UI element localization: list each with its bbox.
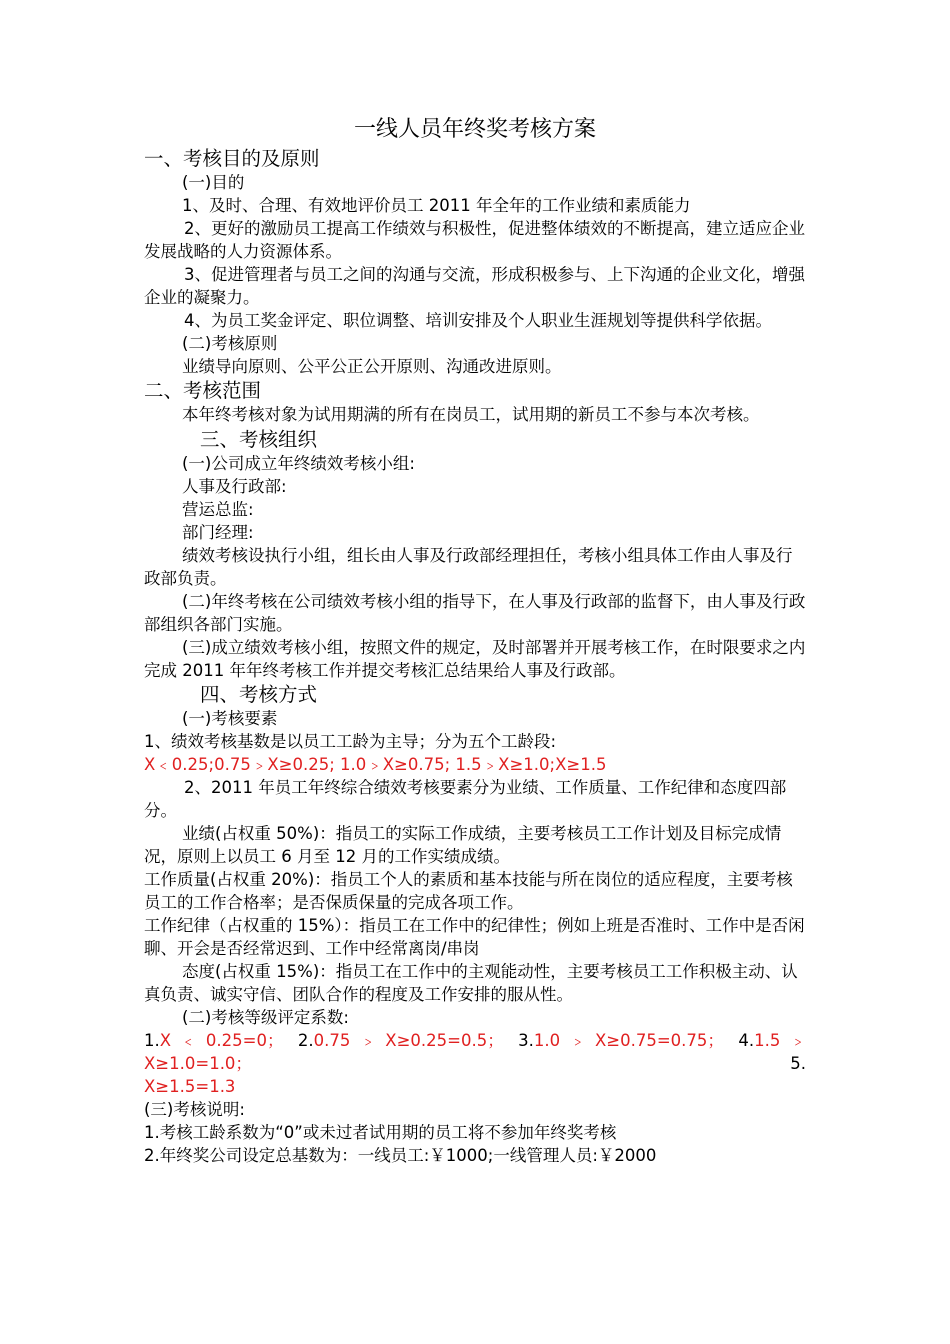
coefficient-3: 1.0﹥X≥0.75=0.75；	[533, 1031, 724, 1050]
coefficient-1-number: 1.	[144, 1031, 160, 1050]
section-4-subheading-factors: (一)考核要素	[182, 709, 278, 728]
document-body	[144, 114, 806, 1167]
team-member-dept-manager: 部门经理:	[182, 523, 254, 542]
coefficient-4-number: 4.	[738, 1031, 755, 1050]
coefficient-1: X﹤0.25=0；	[159, 1031, 284, 1050]
coefficient-2-number: 2.	[297, 1031, 314, 1050]
seniority-ranges: X﹤0.25;0.75﹥X≥0.25; 1.0﹥X≥0.75; 1.5﹥X≥1.0;X≥1.5	[144, 755, 607, 774]
purpose-item-3: 3、促进管理者与员工之间的沟通与交流，形成积极参与、上下沟通的企业文化，增强企业的凝聚力。	[144, 265, 805, 307]
note-1: 1.考核工龄系数为“0”或未过者试用期的员工将不参加年终奖考核	[144, 1123, 617, 1142]
section-4-subheading-notes: (三)考核说明:	[144, 1100, 245, 1119]
section-3-heading: 三、考核组织	[200, 428, 318, 451]
section-1-heading: 一、考核目的及原则	[144, 147, 320, 170]
note-2: 2.年终奖公司设定总基数为：一线员工:￥1000;一线管理人员:￥2000	[144, 1146, 657, 1165]
principles-text: 业绩导向原则、公平公正公开原则、沟通改进原则。	[182, 357, 562, 376]
section-1-subheading-purpose: (一)目的	[182, 173, 245, 192]
coefficient-5-number: 5.	[790, 1054, 806, 1073]
team-member-ops-director: 营运总监:	[182, 500, 254, 519]
purpose-item-2: 2、更好的激励员工提高工作绩效与积极性，促进整体绩效的不断提高，建立适应企业发展战略的人力资源体系。	[144, 219, 805, 261]
purpose-item-4: 4、为员工奖金评定、职位调整、培训安排及个人职业生涯规划等提供科学依据。	[184, 311, 772, 330]
team-description: 绩效考核设执行小组，组长由人事及行政部经理担任，考核小组具体工作由人事及行政部负责。	[144, 546, 793, 588]
team-member-hr: 人事及行政部:	[182, 477, 287, 496]
factor-performance: 业绩(占权重 50%)：指员工的实际工作成绩，主要考核员工工作计划及目标完成情况，原则上以员工 6 月至 12 月的工作实绩成绩。	[144, 824, 782, 866]
factor-work-quality: 工作质量(占权重 20%)：指员工个人的素质和基本技能与所在岗位的适应程度，主要考核员工的工作合格率；是否保质保量的完成各项工作。	[144, 870, 793, 912]
organization-item-3: (三)成立绩效考核小组，按照文件的规定，及时部署并开展考核工作，在时限要求之内完成 2011 年年终考核工作并提交考核汇总结果给人事及行政部。	[144, 638, 806, 680]
coefficient-4: 1.5﹥X≥1.0=1.0；	[144, 1031, 807, 1073]
section-1-subheading-principles: (二)考核原则	[182, 334, 278, 353]
section-4-heading: 四、考核方式	[200, 683, 318, 706]
factor-work-discipline: 工作纪律（占权重的 15%）：指员工在工作中的纪律性；例如上班是否准时、工作中是否闲聊、开会是否经常迟到、工作中经常离岗/串岗	[144, 916, 805, 958]
factor-attitude: 态度(占权重 15%)：指员工在工作中的主观能动性，主要考核员工工作积极主动、认真负责、诚实守信、团队合作的程度及工作安排的服从性。	[144, 962, 798, 1004]
coefficient-line	[144, 1029, 806, 1075]
coefficient-3-number: 3.	[518, 1031, 534, 1050]
scope-text: 本年终考核对象为试用期满的所有在岗员工，试用期的新员工不参与本次考核。	[182, 405, 760, 424]
section-4-subheading-coefficients: (二)考核等级评定系数:	[182, 1008, 349, 1027]
section-3-subheading-team: (一)公司成立年终绩效考核小组:	[182, 454, 415, 473]
coefficient-2: 0.75﹥X≥0.25=0.5；	[313, 1031, 504, 1050]
purpose-item-1: 1、及时、合理、有效地评价员工 2011 年全年的工作业绩和素质能力	[182, 196, 691, 215]
factor-item-2: 2、2011 年员工年终综合绩效考核要素分为业绩、工作质量、工作纪律和态度四部分。	[144, 778, 787, 820]
document-title: 一线人员年终奖考核方案	[353, 117, 596, 142]
organization-item-2: (二)年终考核在公司绩效考核小组的指导下，在人事及行政部的监督下，由人事及行政部组织各部门实施。	[144, 592, 806, 634]
factor-item-1: 1、绩效考核基数是以员工工龄为主导；分为五个工龄段:	[144, 732, 557, 751]
coefficient-5: X≥1.5=1.3	[144, 1077, 236, 1096]
section-2-heading: 二、考核范围	[144, 379, 262, 402]
